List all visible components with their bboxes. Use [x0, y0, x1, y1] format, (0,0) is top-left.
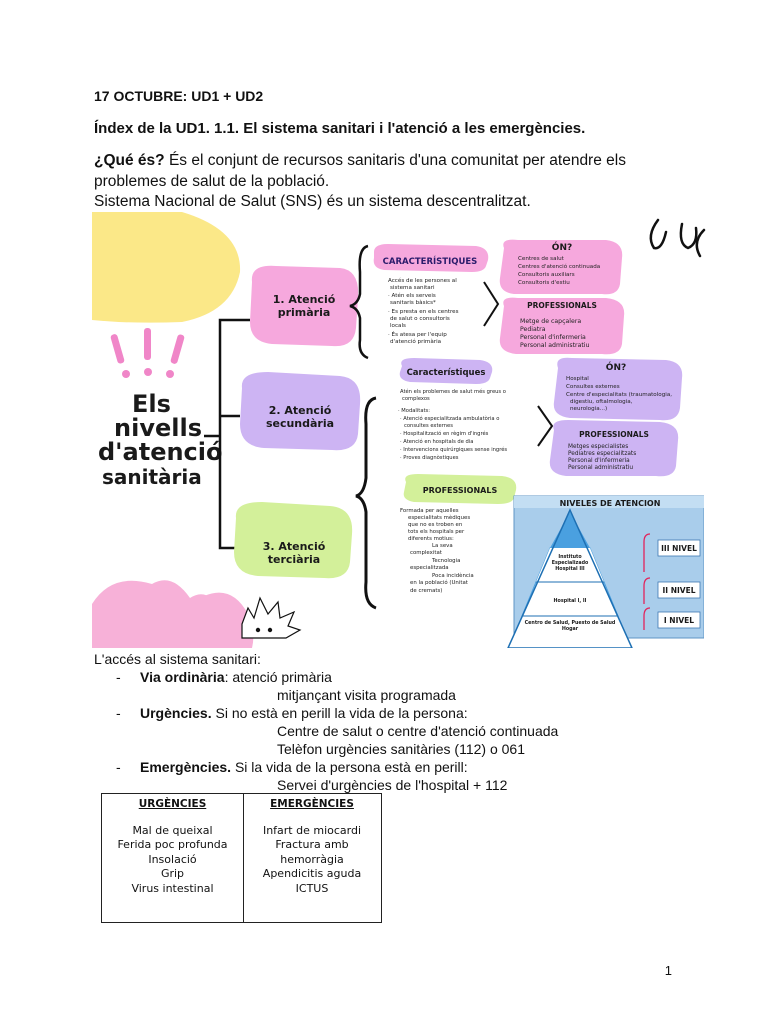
via-text: : atenció primària — [224, 669, 332, 685]
bullet-dash: - — [116, 705, 121, 721]
svg-text:Tecnologia: Tecnologia — [432, 558, 461, 564]
emer-text: Si la vida de la persona està en perill: — [231, 759, 468, 775]
pyramid-level-3: III NIVEL — [661, 544, 697, 553]
table-cell: Fractura amb hemorràgia — [275, 838, 349, 866]
svg-text:· Hospitalització en règim d'i: · Hospitalització en règim d'ingrés — [400, 431, 489, 437]
svg-text:Consultoris d'estiu: Consultoris d'estiu — [518, 280, 570, 286]
svg-text:Metges especialistes: Metges especialistes — [568, 444, 629, 450]
svg-text:Centres de salut: Centres de salut — [518, 256, 564, 262]
emer-sub: Servei d'urgències de l'hospital + 112 — [277, 777, 508, 793]
arrow-2 — [538, 406, 552, 446]
page-number: 1 — [664, 963, 672, 978]
table-cell: Grip — [160, 867, 185, 880]
svg-text:· Atenció en hospitals de dia: · Atenció en hospitals de dia — [400, 439, 474, 445]
svg-text:de cremats): de cremats) — [410, 588, 443, 594]
svg-text:que no es troben en: que no es troben en — [408, 522, 463, 528]
urg-label: Urgències. — [140, 705, 212, 721]
pyramid-bottom-2: Hogar — [561, 627, 579, 632]
svg-text:complexos: complexos — [402, 396, 430, 402]
urg-sub-2: Telèfon urgències sanitàries (112) o 061 — [277, 741, 526, 757]
title-line-2: nivells — [114, 414, 202, 442]
spiky-doodle — [242, 598, 300, 638]
svg-text:Personal administratiu: Personal administratiu — [568, 465, 634, 471]
pyramid-top-2: Especializado — [551, 561, 589, 566]
svg-text:de salut o consultoris: de salut o consultoris — [390, 316, 450, 322]
svg-text:· Atén els serveis: · Atén els serveis — [388, 293, 436, 299]
svg-text:Pediatra: Pediatra — [520, 326, 546, 333]
level3-list — [400, 508, 474, 594]
pyramid-bottom-1: Centro de Salud, Puesto de Salud — [524, 621, 616, 626]
pyramid-mid: Hospital I, II — [553, 599, 587, 604]
bullet-dash: - — [116, 759, 121, 775]
urg-sub-1: Centre de salut o centre d'atenció continuada — [277, 723, 559, 739]
emer-label: Emergències. — [140, 759, 232, 775]
level1-on-title: ÓN? — [551, 243, 573, 253]
level3-prof-title: PROFESSIONALS — [422, 486, 498, 495]
intro-line-2: problemes de salut de la població. — [94, 173, 330, 190]
table-cell: Infart de miocardi — [262, 823, 362, 837]
urgencies-emergencies-table — [101, 793, 382, 923]
level2-label-2: secundària — [265, 417, 335, 430]
pyramid-title: NIVELES DE ATENCION — [559, 499, 661, 508]
access-intro: L'accés al sistema sanitari: — [94, 651, 261, 667]
level3-label-1: 3. Atenció — [262, 540, 326, 553]
pyramid-top-1: Instituto — [558, 555, 582, 560]
pyramid-top-3: Hospital III — [555, 567, 585, 572]
table-cell: Ferida poc profunda — [117, 838, 228, 851]
level2-prof-list — [568, 444, 636, 471]
level2-label-1: 2. Atenció — [268, 404, 332, 417]
level1-char-list — [388, 277, 459, 345]
svg-text:Formada per aquelles: Formada per aquelles — [400, 508, 459, 514]
svg-text:Hospital: Hospital — [566, 376, 589, 382]
level2-char-list — [398, 388, 507, 461]
date-heading: 17 OCTUBRE: UD1 + UD2 — [94, 88, 264, 104]
index-prefix: Índex de la UD1. — [94, 120, 215, 137]
table-cell: Mal de queixal — [132, 823, 213, 837]
svg-text:tots els hospitals per: tots els hospitals per — [408, 529, 465, 535]
level2-char-title: Característiques — [406, 368, 486, 378]
title-line-1: Els — [132, 390, 171, 418]
svg-text:consultes externes: consultes externes — [404, 423, 453, 429]
via-sub: mitjançant visita programada — [277, 687, 456, 703]
pyramid-level-2: II NIVEL — [662, 586, 696, 595]
svg-text:· Intervencions quirúrgiques s: · Intervencions quirúrgiques sense ingrés — [400, 447, 508, 453]
level1-prof-list — [520, 318, 590, 349]
title-line-4: sanitària — [102, 465, 202, 489]
svg-text:Atén els problemes de salut mé: Atén els problemes de salut més greus o — [400, 389, 506, 395]
levels-infographic — [92, 212, 704, 648]
svg-text:sanitaris bàsics*: sanitaris bàsics* — [390, 300, 436, 306]
urgencies-column — [102, 794, 244, 922]
level2-prof-title: PROFESSIONALS — [579, 430, 649, 439]
svg-text:· És atesa per l'equip: · És atesa per l'equip — [388, 332, 447, 338]
svg-text:diferents motius:: diferents motius: — [408, 536, 454, 542]
level1-label-1: 1. Atenció — [272, 293, 336, 306]
svg-text:sistema sanitari: sistema sanitari — [390, 285, 435, 291]
table-cell: Virus intestinal — [131, 881, 214, 895]
table-cell: Apendicitis aguda — [262, 867, 362, 880]
svg-text:en la població (Unitat: en la població (Unitat — [410, 580, 468, 586]
urgencies-header: URGÈNCIES — [138, 798, 207, 810]
arrow-1 — [484, 282, 498, 326]
exclamation-icon — [110, 328, 185, 378]
svg-text:neurologia...): neurologia...) — [570, 406, 608, 412]
svg-text:La seva: La seva — [432, 543, 453, 549]
intro-line-1 — [94, 152, 626, 170]
svg-text:Personal d'infermeria: Personal d'infermeria — [568, 458, 630, 464]
svg-text:digestiu, oftalmologia,: digestiu, oftalmologia, — [570, 399, 633, 405]
svg-text:especialitzada: especialitzada — [410, 565, 449, 571]
bullet-dash: - — [116, 669, 121, 685]
title-line-3: d'atenció — [98, 438, 223, 466]
urg-line — [140, 705, 468, 721]
svg-text:Personal administratiu: Personal administratiu — [520, 342, 590, 349]
level3-label-2: terciària — [267, 553, 321, 566]
level2-on-title: ÓN? — [605, 363, 627, 373]
svg-text:Centres d'atenció continuada: Centres d'atenció continuada — [518, 264, 601, 270]
svg-text:· Proves diagnòstiques: · Proves diagnòstiques — [400, 455, 459, 461]
yellow-blob — [92, 212, 240, 323]
pyramid-figure — [508, 496, 704, 648]
intro-question: ¿Qué és? — [94, 152, 165, 169]
level1-char-title: CARACTERÍSTIQUES — [382, 257, 478, 267]
svg-text:Consultes externes: Consultes externes — [566, 384, 620, 390]
svg-text:Poca incidència: Poca incidència — [432, 573, 474, 579]
emergencies-header: EMERGÈNCIES — [270, 798, 354, 810]
svg-text:· Es presta en els centres: · Es presta en els centres — [388, 309, 459, 315]
emer-line — [140, 759, 468, 775]
svg-text:Consultoris auxiliars: Consultoris auxiliars — [518, 272, 575, 278]
svg-text:· Modalitats:: · Modalitats: — [398, 408, 430, 414]
svg-text:· Atenció especialitzada ambul: · Atenció especialitzada ambulatòria o — [400, 416, 500, 422]
svg-text:Centre d'especialitats (trauma: Centre d'especialitats (traumatologia, — [566, 392, 673, 398]
svg-text:Personal d'infermeria: Personal d'infermeria — [520, 334, 586, 341]
level1-prof-title: PROFESSIONALS — [527, 301, 597, 310]
index-heading — [94, 120, 585, 137]
brace-2 — [356, 398, 376, 608]
table-cell: ICTUS — [295, 881, 329, 895]
pyramid-level-1: I NIVEL — [663, 616, 695, 625]
table-cell: Insolació — [148, 852, 197, 866]
svg-text:d'atenció primària: d'atenció primària — [390, 339, 442, 345]
svg-text:complexitat: complexitat — [410, 550, 442, 556]
urg-text: Si no està en perill la vida de la persona: — [211, 705, 468, 721]
intro-text-1: És el conjunt de recursos sanitaris d'una comunitat per atendre els — [164, 152, 626, 169]
via-label: Via ordinària — [140, 669, 225, 685]
intro-line-3: Sistema Nacional de Salut (SNS) és un sistema descentralitzat. — [94, 193, 531, 210]
level1-label-2: primària — [277, 306, 331, 319]
svg-text:Pediatres especialitzats: Pediatres especialitzats — [568, 451, 637, 457]
svg-text:especialitats mèdiques: especialitats mèdiques — [408, 515, 471, 521]
via-line — [140, 669, 332, 685]
svg-text:Accés de les persones al: Accés de les persones al — [388, 278, 457, 284]
index-title: 1.1. El sistema sanitari i l'atenció a les emergències. — [214, 120, 586, 137]
emergencies-column — [243, 794, 381, 922]
svg-text:locals: locals — [390, 323, 406, 329]
svg-text:Metge de capçalera: Metge de capçalera — [520, 318, 582, 325]
